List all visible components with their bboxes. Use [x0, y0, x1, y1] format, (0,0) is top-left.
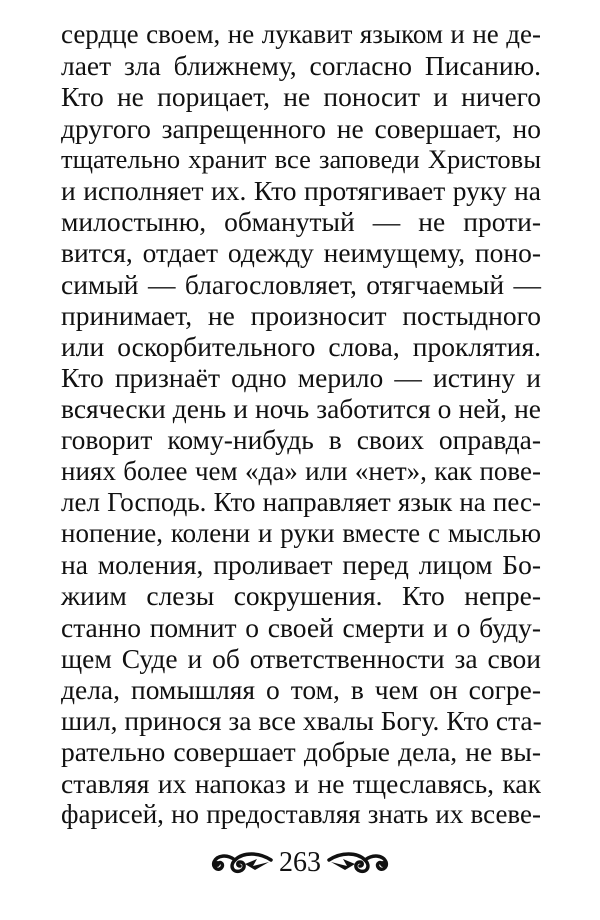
text-line: милостыню, обманутый — не проти-	[61, 206, 541, 238]
ornament-right-icon	[327, 850, 391, 876]
text-line: и исполняет их. Кто протягивает руку на	[61, 174, 541, 206]
text-line: вится, отдает одежду неимущему, поно-	[61, 237, 541, 269]
text-line: тщательно хранит все заповеди Христовы	[61, 143, 541, 174]
text-line: Кто не порицает, не поносит и ничего	[61, 81, 541, 113]
text-line: фарисей, но предоставляя знать их всеве-	[61, 798, 541, 829]
text-line: станно помнит о своей смерти и о буду-	[61, 611, 541, 643]
text-line: на моления, проливает перед лицом Бо-	[61, 549, 541, 581]
page-number: 263	[279, 847, 321, 878]
text-line: симый — благословляет, отягчаемый —	[61, 268, 541, 300]
text-line: дела, помышляя о том, в чем он согре-	[61, 673, 541, 705]
text-line: говорит кому-нибудь в своих оправда-	[61, 424, 541, 456]
text-line: рательно совершает добрые дела, не вы-	[61, 736, 541, 768]
page-footer	[0, 848, 600, 878]
text-line: щем Суде и об ответственности за свои	[61, 642, 541, 674]
text-line: лел Господь. Кто направляет язык на пес-	[61, 486, 541, 517]
body-text	[61, 19, 541, 830]
text-line: или оскорбительного слова, проклятия.	[61, 330, 541, 362]
text-line: шил, принося за все хвалы Богу. Кто ста-	[61, 705, 542, 737]
text-line: всячески день и ночь заботится о ней, не	[61, 393, 541, 425]
text-line: жиим слезы сокрушения. Кто непре-	[61, 580, 541, 612]
text-line: другого запрещенного не совершает, но	[61, 112, 541, 144]
text-line: сердце своем, не лукавит языком и не де-	[61, 19, 541, 49]
ornament-left-icon	[209, 850, 273, 876]
text-line: Кто признаёт одно мерило — истину и	[61, 362, 541, 394]
text-line: нопение, колени и руки вместе с мыслью	[61, 518, 541, 548]
text-line: лает зла ближнему, согласно Писанию.	[61, 50, 541, 82]
text-line: принимает, не произносит постыдного	[61, 299, 541, 331]
text-line: ниях более чем «да» или «нет», как пове-	[61, 455, 541, 486]
text-line: ставляя их напоказ и не тщеславясь, как	[61, 767, 541, 799]
